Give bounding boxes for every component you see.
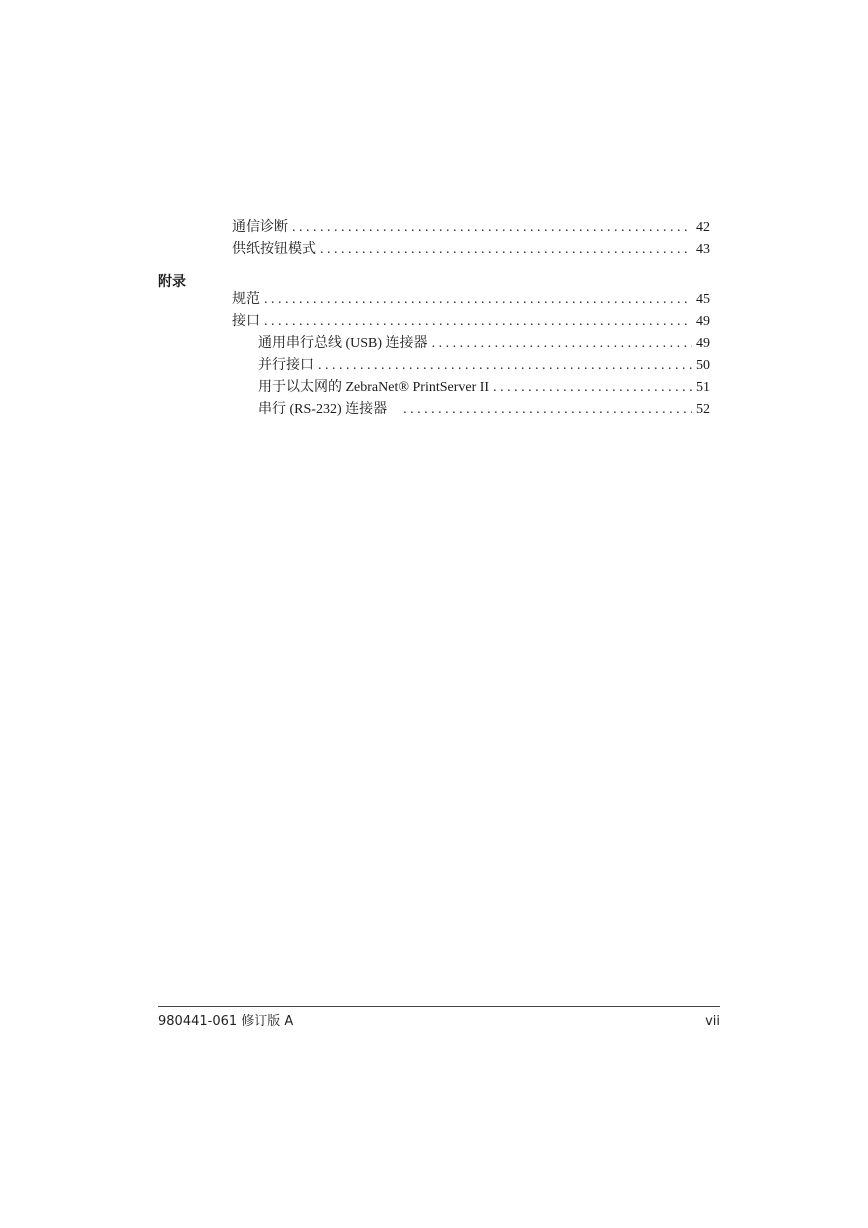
toc-entry-page: 42 [696,220,710,235]
toc-dot-leader [264,312,692,332]
toc-entry-title: 通信诊断 [232,220,288,235]
toc-dot-leader [493,378,692,398]
toc-entry-page: 49 [696,314,710,329]
toc-subentry[interactable] [258,356,710,376]
toc-entry-page: 51 [696,380,710,395]
toc-entry-title: 规范 [232,292,260,307]
toc-entry-page: 50 [696,358,710,373]
toc-entry-title: 通用串行总线 (USB) 连接器 [258,336,428,351]
toc-entry[interactable] [232,312,710,332]
toc-entry-title: 接口 [232,314,260,329]
toc-entry-page: 45 [696,292,710,307]
footer-doc-number: 980441-061 修订版 A [158,1014,294,1029]
toc-entry[interactable] [232,218,710,238]
appendix-heading: 附录 [158,274,186,290]
toc-entry[interactable] [232,240,710,260]
toc-dot-leader [264,290,692,310]
toc-subentry[interactable] [258,334,710,354]
toc-entry-page: 43 [696,242,710,257]
toc-entry[interactable] [232,290,710,310]
toc-entry-page: 52 [696,402,710,417]
toc-dot-leader [292,218,692,238]
toc-dot-leader [432,334,692,354]
toc-subentry[interactable] [258,378,710,398]
toc-dot-leader [403,400,692,420]
toc-subentry[interactable] [258,400,710,420]
toc-entry-title: 供纸按钮模式 [232,242,316,257]
footer-divider [158,1006,720,1007]
toc-entry-title: 并行接口 [258,358,314,373]
toc-entry-title: 串行 (RS-232) 连接器 [258,402,388,417]
footer-page-number: vii [705,1014,720,1029]
toc-entry-page: 49 [696,336,710,351]
toc-dot-leader [320,240,692,260]
toc-entry-title: 用于以太网的 ZebraNet® PrintServer II [258,380,490,395]
toc-dot-leader [318,356,692,376]
